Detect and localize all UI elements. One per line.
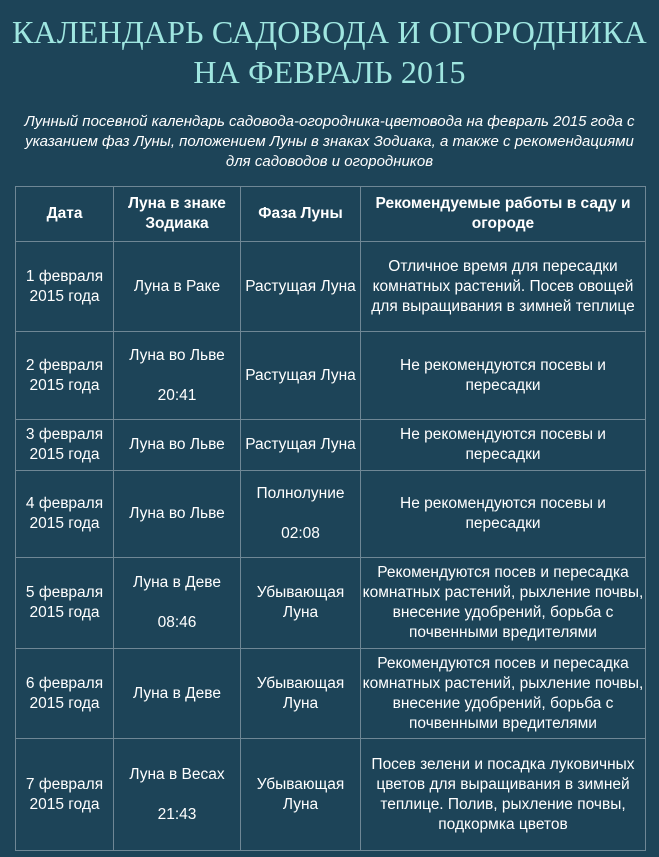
cell-zodiac: [114, 471, 241, 558]
header-work: Рекомендуемые работы в саду и огороде: [361, 187, 646, 242]
cell-work: Посев зелени и посадка луковичных цветов для выращивания в зимней теплице. Полив, рыхление почвы, подкормка цветов: [361, 739, 646, 851]
cell-zodiac: [114, 739, 241, 851]
zodiac-text: Луна в Весах: [129, 765, 225, 783]
zodiac-time: 20:41: [157, 386, 197, 404]
cell-work: Отличное время для пересадки комнатных растений. Посев овощей для выращивания в зимней теплице: [361, 242, 646, 332]
cell-zodiac: [114, 242, 241, 332]
cell-date: 6 февраля 2015 года: [16, 649, 114, 739]
table-row: [16, 471, 646, 558]
table-row: [16, 739, 646, 851]
lunar-calendar-table: [15, 186, 646, 851]
cell-work: Не рекомендуются посевы и пересадки: [361, 332, 646, 420]
cell-date: 7 февраля 2015 года: [16, 739, 114, 851]
table-row: [16, 242, 646, 332]
cell-zodiac: [114, 332, 241, 420]
cell-date: 3 февраля 2015 года: [16, 420, 114, 471]
cell-date: 5 февраля 2015 года: [16, 558, 114, 649]
cell-work: Не рекомендуются посевы и пересадки: [361, 471, 646, 558]
zodiac-text: Луна в Деве: [133, 574, 221, 591]
cell-phase: Растущая Луна: [241, 420, 361, 471]
title-line-2: НА ФЕВРАЛЬ 2015: [193, 54, 466, 90]
zodiac-text: Луна в Деве: [133, 684, 221, 702]
cell-zodiac: [114, 649, 241, 739]
cell-phase: Убывающая Луна: [241, 558, 361, 649]
zodiac-text: Луна в Раке: [133, 277, 221, 295]
cell-date: 1 февраля 2015 года: [16, 242, 114, 332]
title-line-1: КАЛЕНДАРЬ САДОВОДА И ОГОРОДНИКА: [12, 14, 647, 50]
page-title: [0, 0, 659, 92]
cell-work: Не рекомендуются посевы и пересадки: [361, 420, 646, 471]
cell-zodiac: [114, 558, 241, 649]
cell-date: 4 февраля 2015 года: [16, 471, 114, 558]
header-date: Дата: [16, 187, 114, 242]
cell-zodiac: [114, 420, 241, 471]
cell-work: Рекомендуются посев и пересадка комнатных растений, рыхление почвы, внесение удобрений, борьба с почвенными вредителями: [361, 558, 646, 649]
cell-phase: Убывающая Луна: [241, 649, 361, 739]
table-row: [16, 420, 646, 471]
cell-phase: Убывающая Луна: [241, 739, 361, 851]
zodiac-time: 21:43: [157, 805, 197, 823]
phase-text: Полнолуние: [256, 485, 345, 502]
cell-phase: Растущая Луна: [241, 332, 361, 420]
zodiac-text: Луна во Льве: [129, 505, 225, 522]
zodiac-text: Луна во Льве: [129, 346, 225, 364]
cell-phase: Растущая Луна: [241, 242, 361, 332]
cell-work: Рекомендуются посев и пересадка комнатных растений, рыхление почвы, внесение удобрений, борьба с почвенными вредителями: [361, 649, 646, 739]
table-header-row: [16, 187, 646, 242]
zodiac-text: Луна во Льве: [129, 436, 225, 453]
table-row: [16, 332, 646, 420]
cell-date: 2 февраля 2015 года: [16, 332, 114, 420]
table-row: [16, 649, 646, 739]
phase-time: 02:08: [281, 525, 320, 542]
cell-phase: [241, 471, 361, 558]
table-row: [16, 558, 646, 649]
page-subtitle: Лунный посевной календарь садовода-огородника-цветовода на февраль 2015 года с указанием фаз Луны, положением Луны в знаках Зодиака, а также с рекомендациями для садоводов и огородников: [24, 113, 635, 170]
zodiac-time: 08:46: [157, 614, 197, 631]
header-zodiac: Луна в знаке Зодиака: [114, 187, 241, 242]
header-phase: Фаза Луны: [241, 187, 361, 242]
